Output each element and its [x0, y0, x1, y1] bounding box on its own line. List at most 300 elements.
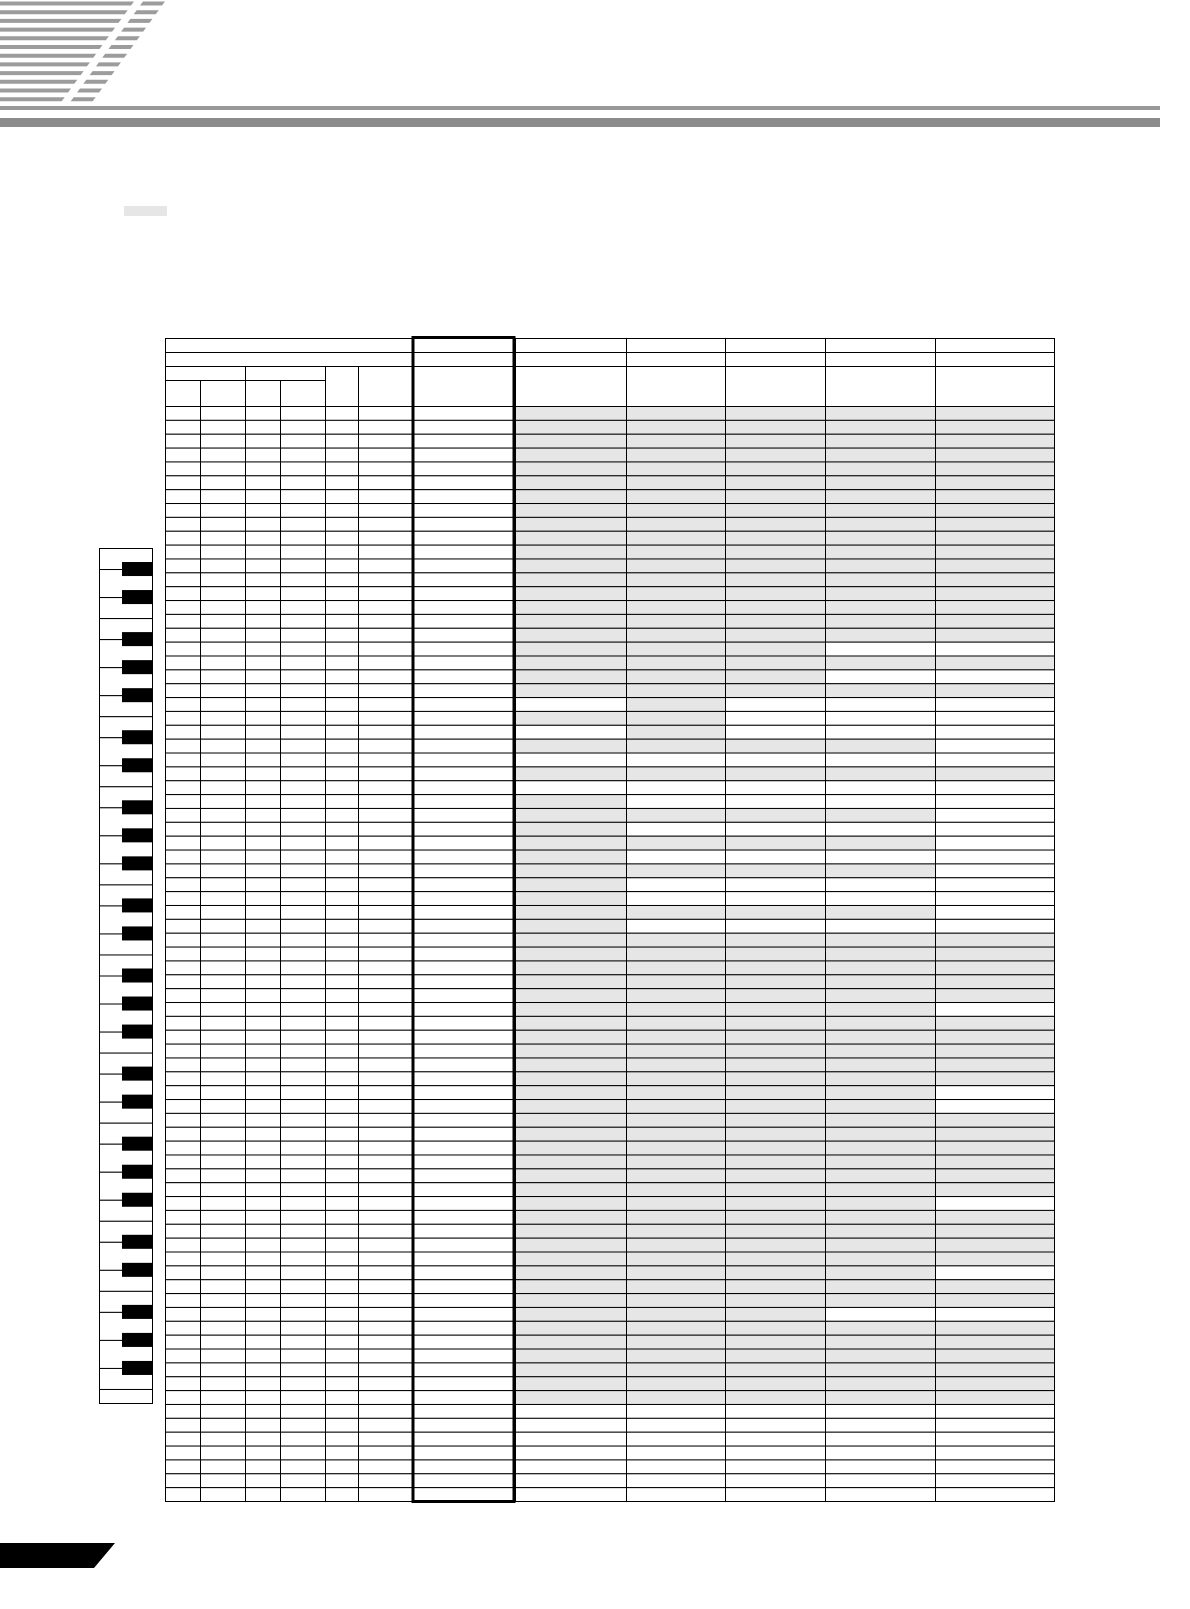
shaded-table-cell: [516, 1030, 627, 1044]
shaded-table-cell: [627, 1377, 726, 1391]
table-cell: [627, 1418, 726, 1432]
table-cell: [326, 1141, 359, 1155]
table-row: [166, 1474, 1055, 1488]
shaded-table-cell: [726, 1086, 826, 1100]
table-cell: [359, 1016, 413, 1030]
table-row: [166, 614, 1055, 628]
table-cell: [246, 1044, 281, 1058]
shaded-table-cell: [936, 1141, 1055, 1155]
table-cell: [201, 642, 246, 656]
shaded-table-cell: [936, 1335, 1055, 1349]
table-cell: [627, 753, 726, 767]
table-cell: [166, 781, 201, 795]
shaded-table-cell: [826, 933, 936, 947]
table-row: [166, 642, 1055, 656]
shaded-table-cell: [826, 739, 936, 753]
shaded-table-cell: [516, 573, 627, 587]
table-cell: [326, 975, 359, 989]
table-cell: [201, 878, 246, 892]
table-cell: [281, 407, 326, 421]
logo-stripe: [127, 19, 152, 23]
shaded-table-cell: [936, 1224, 1055, 1238]
table-cell: [201, 1307, 246, 1321]
table-cell: [359, 1197, 413, 1211]
table-row: [166, 1377, 1055, 1391]
table-cell: [281, 628, 326, 642]
table-cell: [359, 517, 413, 531]
table-cell: [413, 1210, 516, 1224]
table-cell: [246, 628, 281, 642]
shaded-table-cell: [726, 975, 826, 989]
table-cell: [166, 822, 201, 836]
table-cell: [246, 601, 281, 615]
table-cell: [246, 1404, 281, 1418]
table-cell: [413, 781, 516, 795]
shaded-table-cell: [516, 1072, 627, 1086]
table-row: [166, 1280, 1055, 1294]
shaded-table-cell: [726, 1003, 826, 1017]
table-cell: [359, 1113, 413, 1127]
table-row: [166, 1003, 1055, 1017]
table-cell: [281, 961, 326, 975]
table-cell: [246, 795, 281, 809]
table-row: [166, 1141, 1055, 1155]
table-cell: [413, 1044, 516, 1058]
table-cell: [413, 961, 516, 975]
table-cell: [166, 1321, 201, 1335]
shaded-table-cell: [516, 1183, 627, 1197]
shaded-table-cell: [936, 462, 1055, 476]
shaded-table-cell: [726, 989, 826, 1003]
table-cell: [281, 1155, 326, 1169]
table-cell: [627, 822, 726, 836]
shaded-table-cell: [627, 1224, 726, 1238]
table-cell: [281, 767, 326, 781]
shaded-table-cell: [826, 517, 936, 531]
shaded-table-cell: [826, 975, 936, 989]
shaded-table-cell: [627, 1307, 726, 1321]
shaded-table-cell: [516, 614, 627, 628]
shaded-table-cell: [826, 1086, 936, 1100]
shaded-table-cell: [516, 434, 627, 448]
table-cell: [201, 1113, 246, 1127]
table-cell: [166, 504, 201, 518]
table-cell: [246, 1252, 281, 1266]
shaded-table-cell: [516, 850, 627, 864]
shaded-table-cell: [516, 1377, 627, 1391]
table-cell: [359, 1335, 413, 1349]
table-cell: [201, 1030, 246, 1044]
table-cell: [413, 1155, 516, 1169]
table-cell: [359, 559, 413, 573]
table-cell: [246, 1266, 281, 1280]
table-cell: [359, 933, 413, 947]
shaded-table-cell: [936, 420, 1055, 434]
black-key: [122, 562, 153, 576]
shaded-table-cell: [936, 573, 1055, 587]
table-cell: [246, 1349, 281, 1363]
shaded-table-cell: [627, 1127, 726, 1141]
shaded-table-cell: [627, 933, 726, 947]
header-cell: [201, 381, 246, 407]
table-cell: [201, 1335, 246, 1349]
shaded-table-cell: [826, 808, 936, 822]
shaded-table-cell: [627, 587, 726, 601]
black-key: [122, 1263, 153, 1277]
table-row: [166, 490, 1055, 504]
shaded-table-cell: [627, 1044, 726, 1058]
table-row: [166, 1307, 1055, 1321]
table-cell: [936, 919, 1055, 933]
table-cell: [166, 1016, 201, 1030]
table-cell: [246, 1003, 281, 1017]
shaded-table-cell: [936, 434, 1055, 448]
table-cell: [166, 1058, 201, 1072]
table-cell: [359, 531, 413, 545]
table-cell: [326, 1100, 359, 1114]
shaded-table-cell: [826, 1169, 936, 1183]
table-row: [166, 1155, 1055, 1169]
table-row: [166, 1252, 1055, 1266]
table-cell: [359, 739, 413, 753]
table-cell: [201, 1363, 246, 1377]
table-cell: [826, 919, 936, 933]
shaded-table-cell: [826, 1016, 936, 1030]
table-cell: [281, 1197, 326, 1211]
header-cell: [326, 367, 359, 407]
table-cell: [166, 656, 201, 670]
shaded-table-cell: [826, 1335, 936, 1349]
shaded-table-cell: [516, 490, 627, 504]
shaded-table-cell: [516, 684, 627, 698]
table-cell: [413, 1294, 516, 1308]
table-cell: [246, 919, 281, 933]
shaded-table-cell: [627, 1335, 726, 1349]
table-cell: [201, 753, 246, 767]
table-cell: [627, 1432, 726, 1446]
shaded-table-cell: [627, 989, 726, 1003]
table-cell: [516, 1460, 627, 1474]
table-cell: [359, 892, 413, 906]
table-cell: [246, 947, 281, 961]
table-cell: [246, 1418, 281, 1432]
table-cell: [627, 919, 726, 933]
table-cell: [326, 947, 359, 961]
table-cell: [281, 864, 326, 878]
table-cell: [413, 1030, 516, 1044]
table-cell: [201, 1474, 246, 1488]
shaded-table-cell: [516, 1003, 627, 1017]
logo-stripe: [77, 89, 102, 93]
shaded-table-cell: [516, 1016, 627, 1030]
shaded-table-cell: [516, 1266, 627, 1280]
shaded-table-cell: [936, 531, 1055, 545]
shaded-table-cell: [726, 905, 826, 919]
shaded-table-cell: [726, 1016, 826, 1030]
table-cell: [359, 642, 413, 656]
table-row: [166, 1127, 1055, 1141]
table-cell: [359, 947, 413, 961]
table-cell: [166, 698, 201, 712]
table-cell: [326, 517, 359, 531]
table-cell: [936, 1003, 1055, 1017]
table-cell: [359, 1404, 413, 1418]
shaded-table-cell: [936, 961, 1055, 975]
table-row: [166, 1072, 1055, 1086]
table-cell: [246, 781, 281, 795]
shaded-table-cell: [516, 864, 627, 878]
table-cell: [936, 1307, 1055, 1321]
black-key: [122, 590, 153, 604]
shaded-table-cell: [516, 1252, 627, 1266]
table-cell: [246, 1127, 281, 1141]
table-cell: [627, 1474, 726, 1488]
table-cell: [936, 1432, 1055, 1446]
table-cell: [326, 1197, 359, 1211]
header-cell: [413, 353, 516, 367]
table-cell: [359, 753, 413, 767]
shaded-table-cell: [826, 1224, 936, 1238]
table-cell: [166, 1086, 201, 1100]
shaded-table-cell: [826, 573, 936, 587]
table-cell: [359, 975, 413, 989]
black-key: [122, 632, 153, 646]
table-cell: [201, 1100, 246, 1114]
table-row: [166, 587, 1055, 601]
table-cell: [201, 1003, 246, 1017]
table-cell: [246, 739, 281, 753]
table-cell: [359, 434, 413, 448]
shaded-table-cell: [627, 642, 726, 656]
shaded-table-cell: [936, 1030, 1055, 1044]
table-cell: [326, 1280, 359, 1294]
table-row: [166, 836, 1055, 850]
table-cell: [281, 1418, 326, 1432]
shaded-table-cell: [627, 1003, 726, 1017]
table-cell: [281, 892, 326, 906]
shaded-table-cell: [516, 1321, 627, 1335]
logo-stripe: [0, 2, 134, 6]
shaded-table-cell: [516, 878, 627, 892]
table-cell: [326, 1252, 359, 1266]
table-cell: [201, 462, 246, 476]
table-cell: [359, 1391, 413, 1405]
table-cell: [326, 1030, 359, 1044]
shaded-table-cell: [516, 1113, 627, 1127]
table-cell: [281, 1224, 326, 1238]
table-cell: [166, 767, 201, 781]
table-row: [166, 808, 1055, 822]
table-cell: [201, 739, 246, 753]
table-row: [166, 989, 1055, 1003]
table-cell: [326, 1016, 359, 1030]
shaded-table-cell: [936, 490, 1055, 504]
shaded-table-cell: [826, 601, 936, 615]
table-cell: [413, 1488, 516, 1502]
table-cell: [826, 1418, 936, 1432]
table-cell: [281, 601, 326, 615]
logo-stripe: [0, 97, 65, 101]
table-cell: [413, 919, 516, 933]
table-cell: [413, 1307, 516, 1321]
table-cell: [166, 1474, 201, 1488]
table-cell: [413, 1058, 516, 1072]
table-cell: [281, 531, 326, 545]
table-cell: [166, 1155, 201, 1169]
table-cell: [166, 919, 201, 933]
shaded-table-cell: [726, 670, 826, 684]
table-cell: [281, 1044, 326, 1058]
header-cell: [516, 353, 627, 367]
table-cell: [246, 1224, 281, 1238]
table-cell: [359, 1488, 413, 1502]
shaded-table-cell: [936, 1016, 1055, 1030]
table-cell: [326, 1183, 359, 1197]
table-cell: [326, 822, 359, 836]
table-cell: [246, 1488, 281, 1502]
table-cell: [201, 850, 246, 864]
table-row: [166, 1169, 1055, 1183]
table-row: [166, 1335, 1055, 1349]
logo-stripe: [90, 71, 115, 75]
header-cell: [166, 367, 246, 381]
table-cell: [246, 905, 281, 919]
table-cell: [359, 614, 413, 628]
table-cell: [413, 1391, 516, 1405]
table-cell: [281, 1488, 326, 1502]
table-cell: [281, 795, 326, 809]
table-cell: [326, 1349, 359, 1363]
table-cell: [246, 614, 281, 628]
table-row: [166, 767, 1055, 781]
table-cell: [826, 725, 936, 739]
shaded-table-cell: [516, 1224, 627, 1238]
table-cell: [201, 892, 246, 906]
shaded-table-cell: [516, 545, 627, 559]
table-cell: [359, 462, 413, 476]
black-key: [122, 1095, 153, 1109]
table-cell: [413, 656, 516, 670]
table-cell: [413, 531, 516, 545]
shaded-table-cell: [627, 504, 726, 518]
table-row: [166, 1349, 1055, 1363]
table-cell: [726, 1460, 826, 1474]
table-cell: [936, 850, 1055, 864]
shaded-table-cell: [936, 989, 1055, 1003]
header-cell: [826, 353, 936, 367]
table-cell: [166, 434, 201, 448]
table-cell: [281, 1113, 326, 1127]
shaded-table-cell: [726, 1321, 826, 1335]
table-cell: [826, 711, 936, 725]
table-row: [166, 531, 1055, 545]
table-cell: [413, 1363, 516, 1377]
shaded-table-cell: [936, 1349, 1055, 1363]
table-cell: [326, 905, 359, 919]
table-cell: [281, 1307, 326, 1321]
table-cell: [826, 878, 936, 892]
table-cell: [166, 517, 201, 531]
page-tab: [0, 1543, 115, 1568]
table-cell: [201, 628, 246, 642]
table-cell: [326, 1404, 359, 1418]
table-cell: [166, 1100, 201, 1114]
table-cell: [516, 781, 627, 795]
logo-stripe: [102, 54, 127, 58]
table-cell: [359, 628, 413, 642]
shaded-table-cell: [936, 1321, 1055, 1335]
table-cell: [936, 1460, 1055, 1474]
table-cell: [326, 407, 359, 421]
table-cell: [359, 1446, 413, 1460]
table-cell: [281, 975, 326, 989]
table-cell: [281, 1432, 326, 1446]
table-cell: [201, 559, 246, 573]
keyboard-diagram: [100, 549, 154, 1404]
shaded-table-cell: [826, 864, 936, 878]
table-cell: [281, 1210, 326, 1224]
shaded-table-cell: [826, 961, 936, 975]
shaded-table-cell: [516, 559, 627, 573]
table-cell: [281, 1141, 326, 1155]
shaded-table-cell: [936, 933, 1055, 947]
table-cell: [246, 490, 281, 504]
table-cell: [246, 1072, 281, 1086]
shaded-table-cell: [516, 767, 627, 781]
shaded-table-cell: [627, 1155, 726, 1169]
table-cell: [166, 850, 201, 864]
table-cell: [281, 1266, 326, 1280]
shaded-table-cell: [726, 1100, 826, 1114]
table-row: [166, 905, 1055, 919]
table-cell: [413, 448, 516, 462]
table-cell: [281, 1294, 326, 1308]
table-cell: [281, 656, 326, 670]
table-cell: [359, 601, 413, 615]
table-cell: [246, 434, 281, 448]
table-cell: [326, 878, 359, 892]
table-cell: [359, 1183, 413, 1197]
table-cell: [359, 1169, 413, 1183]
table-cell: [936, 1100, 1055, 1114]
table-cell: [936, 836, 1055, 850]
table-cell: [166, 1377, 201, 1391]
table-cell: [627, 892, 726, 906]
table-cell: [359, 1127, 413, 1141]
table-cell: [201, 836, 246, 850]
header-cell: [281, 381, 326, 407]
header-cell: [936, 339, 1055, 353]
table-cell: [413, 767, 516, 781]
table-cell: [281, 919, 326, 933]
table-cell: [826, 822, 936, 836]
table-cell: [201, 698, 246, 712]
table-cell: [201, 961, 246, 975]
table-cell: [281, 1016, 326, 1030]
table-cell: [201, 504, 246, 518]
table-cell: [166, 601, 201, 615]
table-cell: [246, 864, 281, 878]
shaded-table-cell: [826, 1030, 936, 1044]
table-cell: [359, 1238, 413, 1252]
black-key: [122, 1305, 153, 1319]
table-cell: [413, 490, 516, 504]
table-cell: [281, 434, 326, 448]
header-cell: [627, 367, 726, 407]
table-cell: [359, 905, 413, 919]
table-cell: [627, 850, 726, 864]
table-cell: [281, 504, 326, 518]
